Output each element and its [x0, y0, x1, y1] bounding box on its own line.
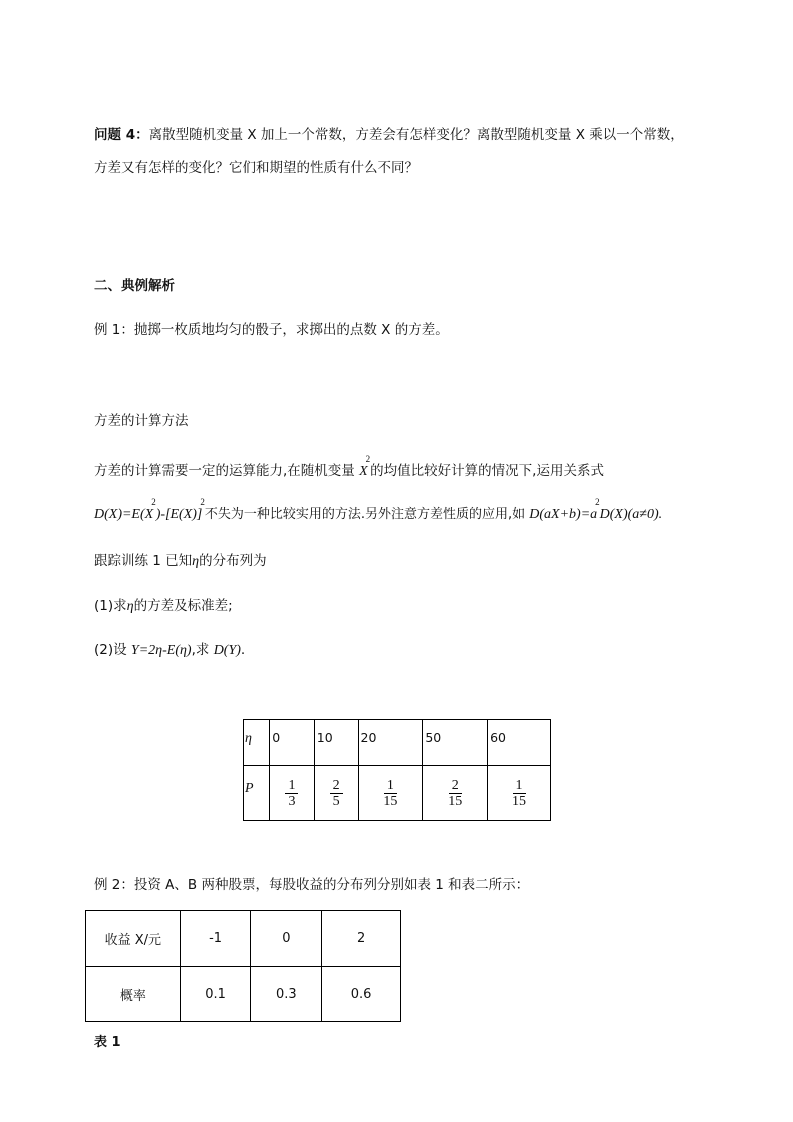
math-formula: Y=2η-E(η): [130, 643, 192, 658]
eta-symbol: η: [245, 731, 252, 746]
method-text: 不失为一种比较实用的方法.另外注意方差性质的应用,如: [204, 507, 530, 522]
denominator: 15: [512, 794, 527, 809]
example-1: 例 1：抛掷一枚质地均匀的骰子，求掷出的点数 X 的方差。: [94, 322, 449, 338]
table-cell: [314, 766, 358, 821]
question-4-label: 问题 4：: [94, 127, 149, 143]
math-sup: 2: [365, 454, 371, 464]
track-text: ,求: [191, 642, 214, 658]
p-symbol: P: [245, 781, 254, 796]
table-cell: 10: [314, 720, 358, 766]
method-line2: [94, 497, 663, 523]
track-text: 的分布列为: [199, 553, 267, 569]
track-text: 跟踪训练 1 已知: [94, 553, 193, 569]
track-text: (1)求: [94, 598, 127, 614]
math-sup: 2: [200, 497, 205, 507]
method-text: 方差的计算需要一定的运算能力,在随机变量: [94, 463, 360, 479]
math-formula: D(X)=E(X: [94, 507, 154, 522]
income-distribution-table-1: [85, 910, 401, 1022]
table-cell: [488, 766, 551, 821]
denominator: 3: [288, 794, 296, 809]
table-cell: 0: [251, 911, 322, 967]
math-formula: )-[E(X)]: [155, 507, 203, 522]
track-text: (2)设: [94, 642, 131, 658]
numerator: 1: [513, 778, 526, 794]
table-cell: 0.1: [180, 967, 251, 1022]
track-text: .: [240, 642, 246, 658]
numerator: 1: [285, 778, 298, 794]
track-title: [94, 549, 267, 570]
math-var: η: [126, 599, 134, 614]
fraction: [512, 778, 526, 809]
table-row: [86, 911, 401, 967]
method-text: 的均值比较好计算的情况下,运用关系式: [370, 463, 604, 479]
question-4-text: 离散型随机变量 X 加上一个常数，方差会有怎样变化？离散型随机变量 X 乘以一个常数，: [148, 127, 684, 143]
question-4-line1: [94, 123, 684, 143]
track-question-1: [94, 594, 233, 615]
fraction: [285, 778, 298, 809]
table-header-cell: [244, 720, 270, 766]
table-header-cell: [244, 766, 270, 821]
table-header-cell: 收益 X/元: [86, 911, 181, 967]
math-formula: D(aX+b)=a: [529, 507, 598, 522]
table-header-cell: 概率: [86, 967, 181, 1022]
track-text: 的方差及标准差;: [133, 598, 233, 614]
table-cell: [423, 766, 488, 821]
math-sup: 2: [595, 497, 600, 507]
section-heading: 二、典例解析: [94, 278, 175, 294]
numerator: 1: [384, 778, 397, 794]
method-title: 方差的计算方法: [94, 413, 189, 429]
math-formula: D(Y): [213, 643, 241, 658]
table-1-caption: 表 1: [94, 1035, 121, 1050]
example-2: 例 2：投资 A、B 两种股票，每股收益的分布列分别如表 1 和表二所示：: [94, 877, 530, 893]
table-row: [244, 720, 551, 766]
table-row: [86, 967, 401, 1022]
math-formula: D(X)(a≠0).: [599, 507, 663, 522]
method-line1: [94, 454, 604, 480]
track-question-2: [94, 638, 245, 659]
denominator: 5: [332, 794, 340, 809]
table-cell: 50: [423, 720, 488, 766]
math-var: η: [192, 554, 200, 569]
table-cell: -1: [180, 911, 251, 967]
table-cell: [270, 766, 315, 821]
table-row: [244, 766, 551, 821]
question-4-line2: 方差又有怎样的变化？它们和期望的性质有什么不同？: [94, 160, 418, 176]
table-cell: [358, 766, 423, 821]
table-cell: 60: [488, 720, 551, 766]
numerator: 2: [330, 778, 343, 794]
fraction: [448, 778, 462, 809]
denominator: 15: [383, 794, 398, 809]
table-cell: 2: [322, 911, 401, 967]
eta-distribution-table: [243, 719, 551, 821]
numerator: 2: [449, 778, 462, 794]
fraction: [383, 778, 397, 809]
denominator: 15: [448, 794, 463, 809]
table-cell: 20: [358, 720, 423, 766]
table-cell: 0: [270, 720, 315, 766]
table-cell: 0.6: [322, 967, 401, 1022]
math-var: X: [359, 464, 368, 479]
table-cell: 0.3: [251, 967, 322, 1022]
math-sup: 2: [151, 497, 156, 507]
fraction: [330, 778, 343, 809]
